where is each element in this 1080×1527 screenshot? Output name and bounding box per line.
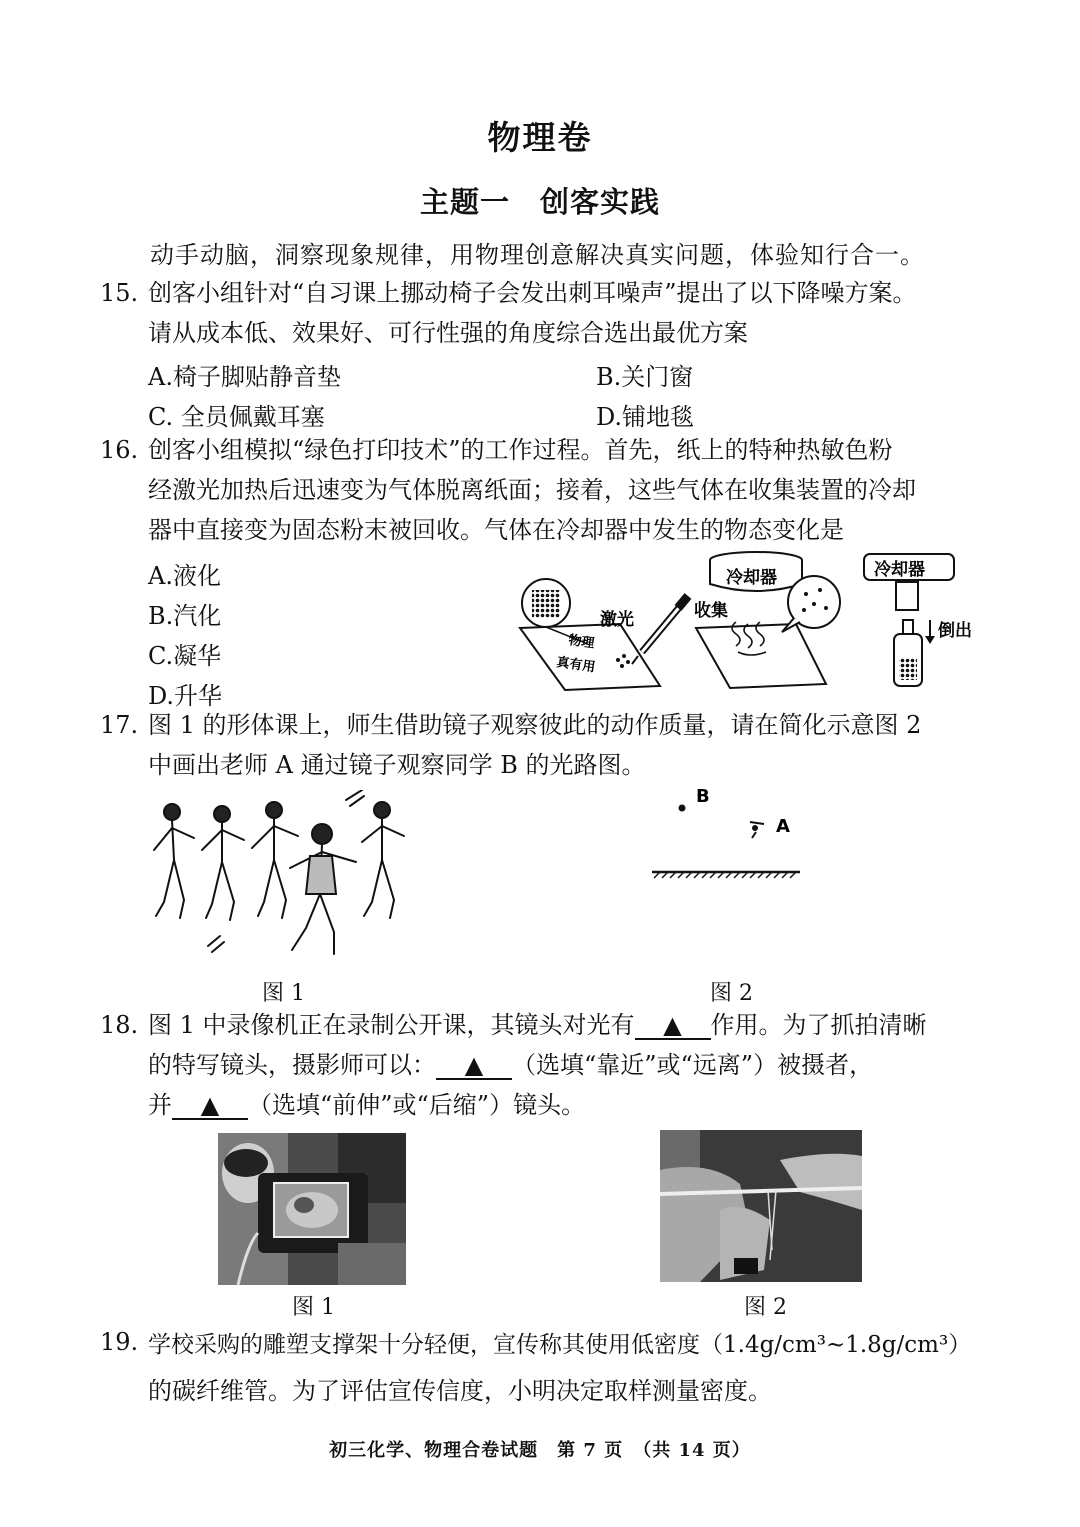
- question-text: 图 1 中录像机正在录制公开课，其镜头对光有: [148, 1011, 635, 1039]
- laser-label: 激光: [600, 610, 634, 630]
- paper-text: 物理: [567, 633, 596, 652]
- mirror-diagram: [640, 780, 820, 890]
- bottle-icon: [894, 620, 922, 686]
- figure-caption: 图 2: [744, 1295, 787, 1320]
- question-19: [100, 1322, 990, 1414]
- option-b: B.关门窗: [596, 363, 694, 391]
- page-title: 物理卷: [487, 118, 593, 157]
- question-number: 19.: [100, 1328, 139, 1356]
- option-d: D.升华: [148, 682, 223, 710]
- question-text: 的特写镜头，摄影师可以：: [148, 1051, 436, 1079]
- question-18: [100, 1005, 990, 1125]
- question-number: 17.: [100, 711, 139, 739]
- green-printing-diagram: [510, 548, 980, 696]
- dancer-figure: [290, 824, 356, 954]
- dancer-figure: [362, 802, 404, 918]
- question-text: （选填“靠近”或“远离”）被摄者，: [512, 1051, 874, 1079]
- question-text-line: 创客小组针对“自习课上挪动椅子会发出刺耳噪声”提出了以下降噪方案。: [148, 279, 917, 307]
- arrow-down-icon: [925, 620, 935, 644]
- figure-caption: 图 2: [710, 981, 753, 1006]
- dancer-figure: [202, 806, 244, 920]
- option-d: D.铺地毯: [596, 403, 695, 431]
- question-text-line: 中画出老师 A 通过镜子观察同学 B 的光路图。: [148, 751, 646, 779]
- question-text-line: 的碳纤维管。为了评估宣传信度，小明决定取样测量密度。: [148, 1377, 772, 1405]
- toner-dots-icon: [532, 590, 560, 618]
- question-text-line: 创客小组模拟“绿色打印技术”的工作过程。首先，纸上的特种热敏色粉: [148, 436, 893, 464]
- question-number: 16.: [100, 436, 139, 464]
- answer-blank[interactable]: ▲: [635, 1012, 711, 1040]
- question-text: 并: [148, 1091, 172, 1119]
- option-b: B.汽化: [148, 602, 222, 630]
- collect-label: 收集: [694, 601, 728, 621]
- question-text: 作用。为了抓拍清晰: [710, 1011, 927, 1039]
- hands-photo: [660, 1130, 862, 1282]
- dancers-illustration: [150, 790, 410, 965]
- dancer-figure: [252, 802, 298, 918]
- option-a: A.椅子脚贴静音垫: [148, 363, 341, 391]
- question-text-line: 图 1 的形体课上，师生借助镜子观察彼此的动作质量，请在简化示意图 2: [148, 711, 922, 739]
- section-intro: 动手动脑，洞察现象规律，用物理创意解决真实问题，体验知行合一。: [150, 241, 925, 269]
- cooler-label: 冷却器: [726, 568, 777, 588]
- point-b-label: B: [696, 786, 710, 807]
- answer-blank[interactable]: ▲: [172, 1092, 248, 1120]
- question-text: （选填“前伸”或“后缩”）镜头。: [248, 1091, 586, 1119]
- dancer-figure: [154, 804, 194, 918]
- point-b: [679, 805, 686, 812]
- motion-line: [208, 936, 224, 952]
- cooler-label: 冷却器: [874, 560, 925, 580]
- option-c: C. 全员佩戴耳塞: [148, 403, 325, 431]
- page-footer: 初三化学、物理合卷试题 第 7 页 （共 14 页）: [329, 1440, 751, 1461]
- question-16: [100, 430, 990, 550]
- answer-blank[interactable]: ▲: [436, 1052, 512, 1080]
- eye-icon: [750, 822, 764, 838]
- point-a-label: A: [776, 816, 790, 837]
- question-number: 15.: [100, 279, 139, 307]
- question-text-line: 学校采购的雕塑支撑架十分轻便，宣传称其使用低密度（1.4g/cm³~1.8g/cm³）: [148, 1332, 972, 1358]
- option-c: C.凝华: [148, 642, 222, 670]
- question-text-line: 器中直接变为固态粉末被回收。气体在冷却器中发生的物态变化是: [148, 516, 844, 544]
- figure-caption: 图 1: [292, 1295, 335, 1320]
- question-text-line: 请从成本低、效果好、可行性强的角度综合选出最优方案: [148, 319, 748, 347]
- option-a: A.液化: [148, 562, 221, 590]
- question-text-line: 经激光加热后迅速变为气体脱离纸面；接着，这些气体在收集装置的冷却: [148, 476, 916, 504]
- pour-label: 倒出: [938, 621, 972, 641]
- motion-line: [346, 790, 364, 806]
- paper-sheet: [696, 624, 826, 688]
- question-15: [100, 273, 990, 353]
- paper-sheet: [520, 624, 660, 690]
- paper-text: 真有用: [555, 655, 597, 676]
- question-number: 18.: [100, 1011, 139, 1039]
- figure-caption: 图 1: [262, 981, 305, 1006]
- question-17: [100, 705, 990, 785]
- section-title: 主题一 创客实践: [419, 185, 660, 219]
- camcorder-photo: [218, 1133, 406, 1285]
